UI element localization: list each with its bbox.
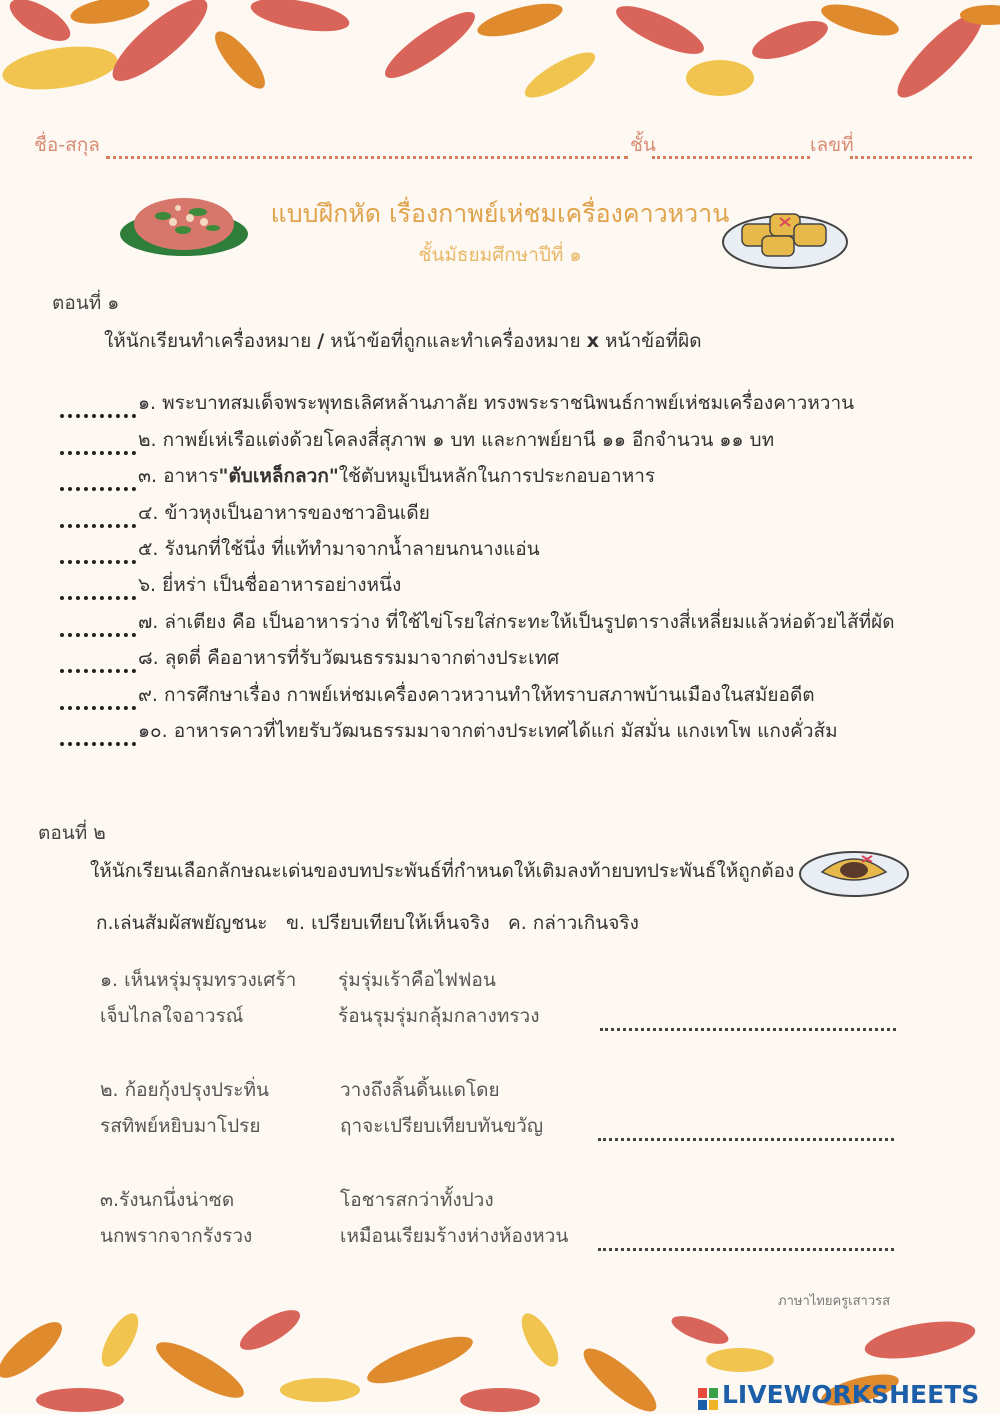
question-5: ๕. รังนกที่ใช้นึ่ง ที่แท้ทำมาจากน้ำลายนกนางแอ่น: [60, 534, 540, 564]
answer-blank-7[interactable]: [60, 613, 136, 637]
poem-3-answer[interactable]: [598, 1226, 894, 1251]
leaf-border-top: [0, 0, 1000, 110]
poem-3-right: โอชารสกว่าทั้งปวง เหมือนเรียมร้างห่างห้องหวน: [340, 1189, 569, 1247]
answer-blank-4[interactable]: [60, 504, 136, 528]
question-9: ๙. การศึกษาเรื่อง กาพย์เห่ชมเครื่องคาวหวานทำให้ทราบสภาพบ้านเมืองในสมัยอดีต: [60, 680, 815, 710]
poem-1-answer[interactable]: [600, 1006, 896, 1031]
number-field[interactable]: [850, 134, 972, 159]
logo-text: LIVEWORKSHEETS: [722, 1380, 980, 1409]
logo-icon: [698, 1388, 718, 1410]
pastry-plate-image: [798, 842, 910, 898]
class-field[interactable]: [652, 134, 810, 159]
question-7: ๗. ล่าเตียง คือ เป็นอาหารว่าง ที่ใช้ไข่โรยใส่กระทะให้เป็นรูปตารางสี่เหลี่ยมแล้วห่อด้วยไส้ที่ผัด: [60, 607, 895, 637]
poem-3-left: ๓.รังนกนึ่งน่าซด นกพรากจากรังรวง: [100, 1189, 253, 1247]
question-1: ๑. พระบาทสมเด็จพระพุทธเลิศหล้านภาลัย ทรงพระราชนิพนธ์กาพย์เห่ชมเครื่องคาวหวาน: [60, 388, 854, 418]
part1-label: ตอนที่ ๑: [52, 292, 120, 314]
name-field[interactable]: [106, 134, 628, 159]
number-label: เลขที่: [810, 134, 854, 156]
name-label: ชื่อ-สกุล: [34, 134, 100, 156]
poem-2-answer[interactable]: [598, 1116, 894, 1141]
part2-label: ตอนที่ ๒: [38, 822, 106, 844]
answer-blank-6[interactable]: [60, 576, 136, 600]
answer-blank-9[interactable]: [60, 686, 136, 710]
part2-instruction: ให้นักเรียนเลือกลักษณะเด่นของบทประพันธ์ที่กำหนดให้เติมลงท้ายบทประพันธ์ให้ถูกต้อง: [90, 860, 795, 882]
author-credit: ภาษาไทยครูเสาวรส: [778, 1294, 891, 1309]
option-b: ข. เปรียบเทียบให้เห็นจริง: [286, 912, 490, 934]
poem-1-right: รุ่มรุ่มเร้าคือไฟฟอน ร้อนรุมรุ่มกลุ้มกลางทรวง: [338, 969, 540, 1027]
part1-instruction: ให้นักเรียนทำเครื่องหมาย / หน้าข้อที่ถูกและทำเครื่องหมาย x หน้าข้อที่ผิด: [104, 330, 702, 352]
answer-blank-5[interactable]: [60, 540, 136, 564]
poem-2-left: ๒. ก้อยกุ้งปรุงประทิ่น รสทิพย์หยิบมาโปรย: [100, 1079, 269, 1137]
question-2: ๒. กาพย์เห่เรือแต่งด้วยโคลงสี่สุภาพ ๑ บท และกาพย์ยานี ๑๑ อีกจำนวน ๑๑ บท: [60, 425, 774, 455]
liveworksheets-logo: [698, 1380, 979, 1410]
answer-blank-1[interactable]: [60, 394, 136, 418]
answer-blank-8[interactable]: [60, 649, 136, 673]
question-10: ๑๐. อาหารคาวที่ไทยรับวัฒนธรรมมาจากต่างประเทศได้แก่ มัสมั่น แกงเทโพ แกงคั่วส้ม: [60, 716, 838, 746]
option-c: ค. กล่าวเกินจริง: [508, 912, 639, 934]
poem-2-right: วางถึงลิ้นดิ้นแดโดย ฤาจะเปรียบเทียบทันขวัญ: [340, 1079, 544, 1137]
poem-1-left: ๑. เห็นหรุ่มรุมทรวงเศร้า เจ็บไกลใจอาวรณ์: [100, 969, 297, 1027]
question-8: ๘. ลุดตี่ คืออาหารที่รับวัฒนธรรมมาจากต่างประเทศ: [60, 643, 559, 673]
worksheet-subtitle: ชั้นมัธยมศึกษาปีที่ ๑: [418, 244, 582, 266]
worksheet-title: แบบฝึกหัด เรื่องกาพย์เห่ชมเครื่องคาวหวาน: [270, 199, 730, 228]
question-3: ๓. อาหาร "ตับเหล็กลวก" ใช้ตับหมูเป็นหลักในการประกอบอาหาร: [60, 461, 655, 491]
class-label: ชั้น: [630, 134, 656, 156]
question-4: ๔. ข้าวหุงเป็นอาหารของชาวอินเดีย: [60, 498, 430, 528]
answer-blank-10[interactable]: [60, 722, 136, 746]
option-a: ก.เล่นสัมผัสพยัญชนะ: [96, 912, 268, 934]
answer-blank-2[interactable]: [60, 431, 136, 455]
answer-blank-3[interactable]: [60, 467, 136, 491]
question-6: ๖. ยี่หร่า เป็นชื่ออาหารอย่างหนึ่ง: [60, 570, 401, 600]
